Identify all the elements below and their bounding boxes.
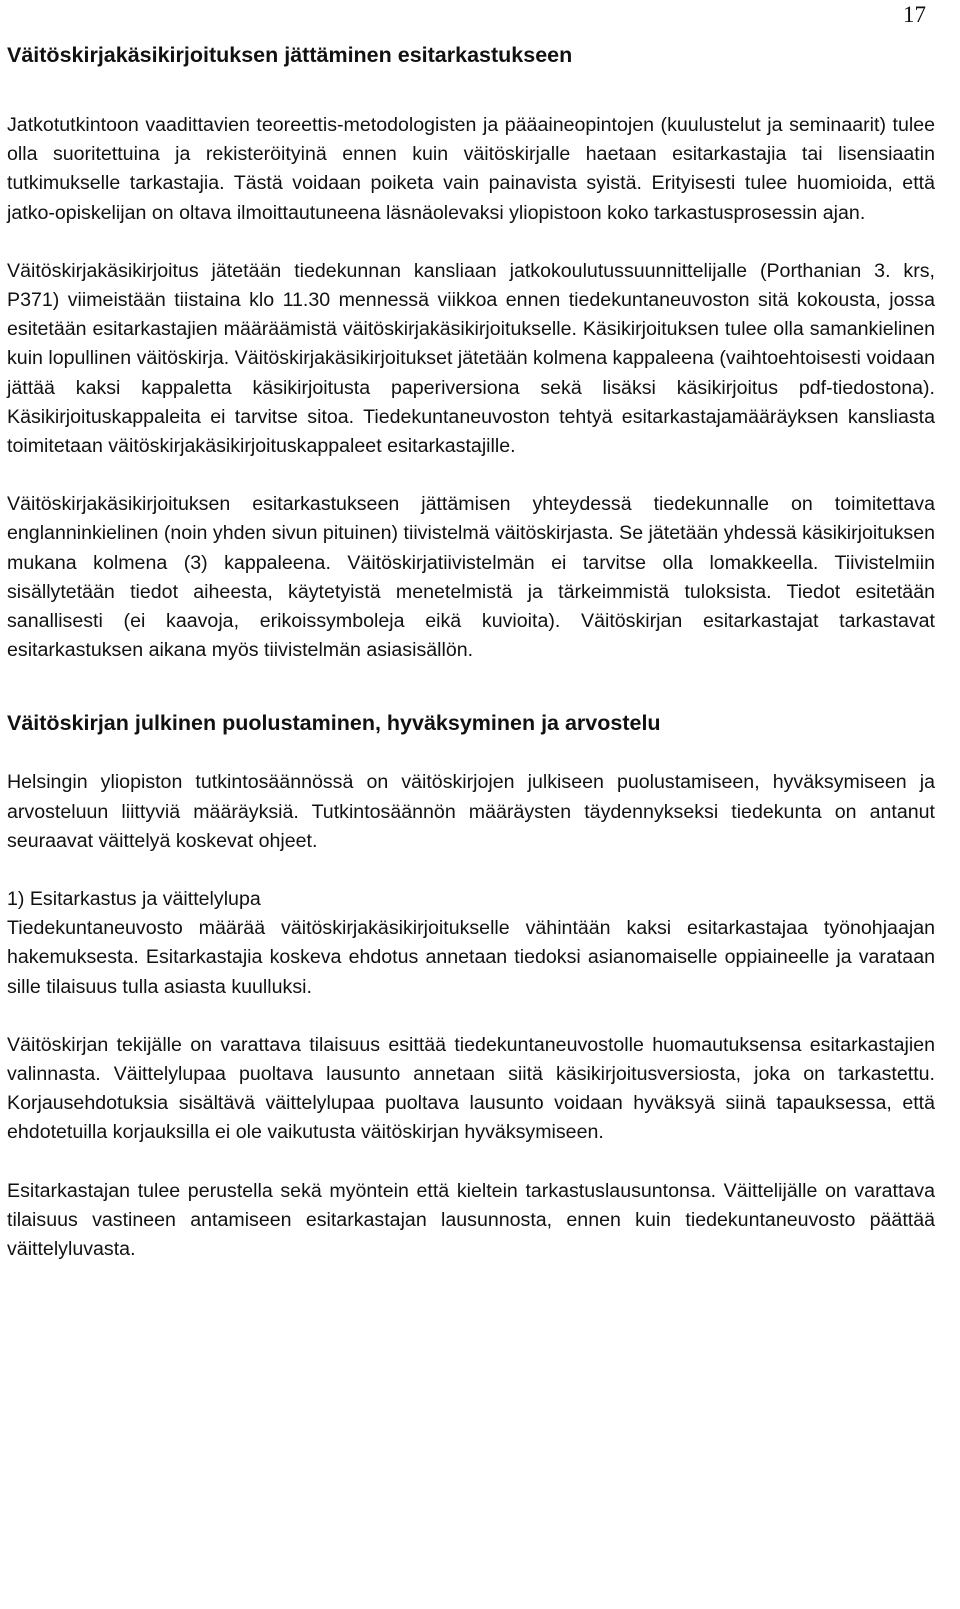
paragraph: Jatkotutkintoon vaadittavien teoreettis-metodologisten ja pääaineopintojen (kuulustelut ja seminaarit) tulee olla suoritettuina ja rekisteröityinä ennen kuin väitöskirjalle haetaan esitarkastajia tai lisensiaatin tutkimukselle tarkastajia. Tästä voidaan poiketa vain painavista syistä. Erityisesti tulee huomioida, että jatko-opiskelijan on oltava ilmoittautuneena läsnäolevaksi yliopistoon koko tarkastusprosessin ajan. xyxy=(7,114,935,224)
paragraph: Helsingin yliopiston tutkintosäännössä on väitöskirjojen julkiseen puolustamiseen, hyväksymiseen ja arvosteluun liittyviä määräyksiä. Tutkintosäännön määräysten täydennykseksi tiedekunta on antanut seuraavat väittelyä koskevat ohjeet. xyxy=(7,771,935,852)
page-number: 17 xyxy=(903,2,926,27)
document-body xyxy=(7,40,935,1264)
section-heading: Väitöskirjakäsikirjoituksen jättäminen esitarkastukseen xyxy=(7,43,573,67)
paragraph: Väitöskirjan tekijälle on varattava tilaisuus esittää tiedekuntaneuvostolle huomautuksensa esitarkastajien valinnasta. Väittelylupaa puoltava lausunto annetaan siitä käsikirjoitusversiosta, joka on tarkastettu. Korjausehdotuksia sisältävä väittelylupaa puoltava lausunto voidaan hyväksyä siinä tapauksessa, että ehdotetuilla korjauksilla ei ole vaikutusta väitöskirjan hyväksymiseen. xyxy=(7,1033,935,1144)
paragraph: Esitarkastajan tulee perustella sekä myöntein että kieltein tarkastuslausuntonsa. Väittelijälle on varattava tilaisuus vastineen antamiseen esitarkastajan lausunnosta, ennen kuin tiedekuntaneuvosto päättää väittelyluvasta. xyxy=(7,1179,935,1261)
section-heading: Väitöskirjan julkinen puolustaminen, hyväksyminen ja arvostelu xyxy=(7,711,661,736)
paragraph: Tiedekuntaneuvosto määrää väitöskirjakäsikirjoitukselle vähintään kaksi esitarkastajaa työnohjaajan hakemuksesta. Esitarkastajia koskeva ehdotus annetaan tiedoksi asianomaiselle oppiaineelle ja varataan sille tilaisuus tulla asiasta kuulluksi. xyxy=(7,917,935,998)
paragraph: Väitöskirjakäsikirjoitus jätetään tiedekunnan kansliaan jatkokoulutussuunnittelijalle (Porthanian 3. krs, P371) viimeistään tiistaina klo 11.30 mennessä viikkoa ennen tiedekuntaneuvoston sitä kokousta, jossa esitetään esitarkastajien määräämistä väitöskirjakäsikirjoitukselle. Käsikirjoituksen tulee olla samankielinen kuin lopullinen väitöskirja. Väitöskirjakäsikirjoitukset jätetään kolmena kappaleena (vaihtoehtoisesti voidaan jättää kaksi kappaletta käsikirjoitusta paperiversiona sekä lisäksi käsikirjoitus pdf-tiedostona). Käsikirjoituskappaleita ei tarvitse sitoa. Tiedekuntaneuvoston tehtyä esitarkastajamääräyksen kansliasta toimitetaan väitöskirjakäsikirjoituskappaleet esitarkastajille. xyxy=(7,259,935,458)
paragraph: Väitöskirjakäsikirjoituksen esitarkastukseen jättämisen yhteydessä tiedekunnalle on toimitettava englanninkielinen (noin yhden sivun pituinen) tiivistelmä väitöskirjasta. Se jätetään yhdessä käsikirjoituksen mukana kolmena (3) kappaleena. Väitöskirjatiivistelmän ei tarvitse olla lomakkeella. Tiivistelmiin sisällytetään tiedot aiheesta, käytetyistä menetelmistä ja tärkeimmistä tuloksista. Tiedot esitetään sanallisesti (ei kaavoja, erikoissymboleja eikä kuvioita). Väitöskirjan esitarkastajat tarkastavat esitarkastuksen aikana myös tiivistelmän asiasisällön. xyxy=(7,493,935,662)
subsection-title: 1) Esitarkastus ja väittelylupa xyxy=(7,888,261,911)
